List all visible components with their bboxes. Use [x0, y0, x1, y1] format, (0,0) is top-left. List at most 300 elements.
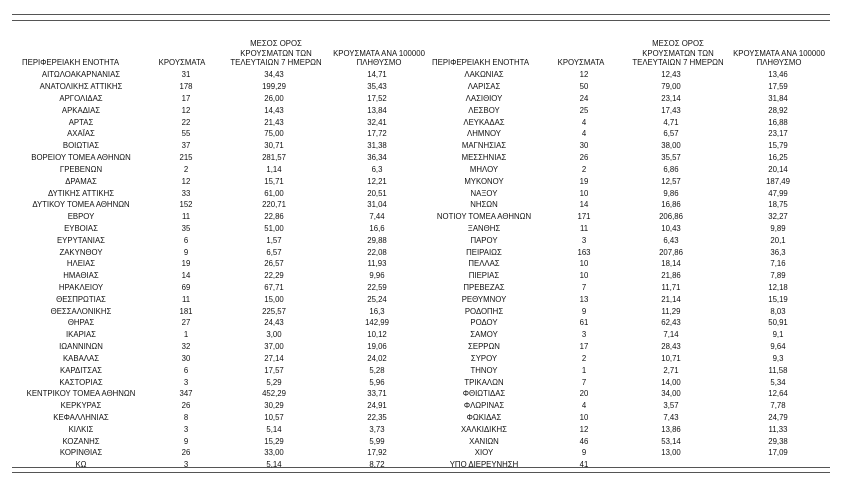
per100k-cell: 20,51: [367, 188, 387, 198]
per100k-cell: 15,19: [768, 294, 788, 304]
per100k-cell: 14,71: [367, 70, 387, 80]
cases-cell: 163: [577, 247, 591, 257]
cases-cell: 12: [181, 105, 191, 115]
table-row: [14, 199, 430, 211]
region-cell: ΑΡΚΑΔΙΑΣ: [61, 105, 101, 115]
cases-cell: 178: [179, 82, 193, 92]
table-row: [14, 293, 430, 305]
table-row: [420, 128, 834, 140]
table-row: [14, 152, 430, 164]
cases-cell: 37: [181, 141, 191, 151]
table-row: [14, 81, 430, 93]
per100k-cell: 36,34: [367, 153, 387, 163]
region-cell: ΠΑΡΟΥ: [470, 235, 498, 245]
table-row: [420, 270, 834, 282]
cases-cell: 1: [183, 330, 189, 340]
avg7-cell: 62,43: [661, 318, 681, 328]
avg7-cell: 5,29: [266, 377, 282, 387]
avg7-cell: 24,43: [264, 318, 284, 328]
table-row: [14, 423, 430, 435]
table-row: [14, 93, 430, 105]
cases-cell: 10: [579, 271, 589, 281]
table-row: [14, 246, 430, 258]
cases-cell: 9: [183, 247, 189, 257]
cases-cell: 215: [179, 153, 193, 163]
avg7-cell: 15,71: [264, 176, 284, 186]
cases-cell: 4: [581, 129, 587, 139]
table-row: [420, 412, 834, 424]
region-cell: ΜΕΣΣΗΝΙΑΣ: [461, 153, 507, 163]
region-cell: ΠΕΙΡΑΙΩΣ: [466, 247, 502, 257]
region-cell: ΚΩ: [75, 460, 87, 470]
region-cell: ΣΥΡΟΥ: [470, 353, 498, 363]
region-cell: ΕΒΡΟΥ: [67, 212, 95, 222]
cases-cell: 30: [579, 141, 589, 151]
avg7-cell: 37,00: [264, 342, 284, 352]
cases-cell: 20: [579, 389, 589, 399]
avg7-cell: 14,00: [661, 377, 681, 387]
cases-cell: 19: [579, 176, 589, 186]
region-cell: ΛΑΡΙΣΑΣ: [467, 82, 501, 92]
table-row: [14, 116, 430, 128]
table-row: [420, 376, 834, 388]
avg7-cell: 11,71: [661, 283, 681, 293]
avg7-cell: 225,57: [262, 306, 286, 316]
avg7-cell: 10,57: [264, 412, 284, 422]
cases-cell: 31: [181, 70, 191, 80]
per100k-cell: 11,33: [768, 424, 788, 434]
table-row: [14, 164, 430, 176]
table-row: [14, 211, 430, 223]
per100k-cell: 142,99: [365, 318, 389, 328]
avg7-cell: 3,00: [266, 330, 282, 340]
cases-cell: 3: [183, 424, 189, 434]
cases-cell: 12: [579, 424, 589, 434]
per100k-cell: 24,02: [367, 353, 387, 363]
cases-cell: 24: [579, 94, 589, 104]
avg7-cell: 38,00: [661, 141, 681, 151]
region-cell: ΜΗΛΟΥ: [469, 164, 499, 174]
table-row: [14, 128, 430, 140]
per100k-cell: 31,38: [367, 141, 387, 151]
table-row: [420, 246, 834, 258]
region-cell: ΗΜΑΘΙΑΣ: [63, 271, 99, 281]
cases-cell: 41: [579, 460, 589, 470]
table-row: [420, 211, 834, 223]
per100k-cell: 11,58: [768, 365, 788, 375]
per100k-cell: 12,21: [367, 176, 387, 186]
region-cell: ΘΕΣΣΑΛΟΝΙΚΗΣ: [50, 306, 112, 316]
avg7-cell: 281,57: [262, 153, 286, 163]
table-row: [420, 258, 834, 270]
table-row: [14, 412, 430, 424]
per100k-cell: 47,99: [768, 188, 788, 198]
per100k-cell: 17,92: [367, 448, 387, 458]
per100k-cell: 15,79: [768, 141, 788, 151]
avg7-cell: 2,71: [663, 365, 679, 375]
region-cell: ΛΕΥΚΑΔΑΣ: [463, 117, 505, 127]
per100k-cell: 16,25: [768, 153, 788, 163]
region-cell: ΑΡΓΟΛΙΔΑΣ: [59, 94, 103, 104]
region-cell: ΑΙΤΩΛΟΑΚΑΡΝΑΝΙΑΣ: [41, 70, 121, 80]
region-cell: ΚΙΛΚΙΣ: [68, 424, 94, 434]
per100k-cell: 17,72: [367, 129, 387, 139]
cases-cell: 50: [579, 82, 589, 92]
table-row: [420, 116, 834, 128]
per100k-cell: 5,96: [369, 377, 385, 387]
left-table-body: [14, 69, 430, 471]
region-cell: ΕΥΡΥΤΑΝΙΑΣ: [56, 235, 105, 245]
per100k-cell: 9,96: [369, 271, 385, 281]
left-header-region: ΠΕΡΙΦΕΡΕΙΑΚΗ ΕΝΟΤΗΤΑ: [22, 58, 120, 68]
avg7-cell: 21,43: [264, 117, 284, 127]
region-cell: ΣΑΜΟΥ: [470, 330, 498, 340]
region-cell: ΒΟΡΕΙΟΥ ΤΟΜΕΑ ΑΘΗΝΩΝ: [31, 153, 131, 163]
avg7-cell: 5,14: [266, 460, 282, 470]
cases-cell: 33: [181, 188, 191, 198]
per100k-cell: 10,12: [367, 330, 387, 340]
cases-cell: 14: [579, 200, 589, 210]
region-cell: ΖΑΚΥΝΘΟΥ: [59, 247, 103, 257]
table-row: [14, 400, 430, 412]
table-row: [14, 305, 430, 317]
region-cell: ΧΑΝΙΩΝ: [469, 436, 499, 446]
cases-cell: 61: [579, 318, 589, 328]
per100k-cell: 32,27: [768, 212, 788, 222]
per100k-cell: 35,43: [367, 82, 387, 92]
avg7-cell: 11,29: [661, 306, 681, 316]
region-cell: ΡΟΔΟΥ: [470, 318, 498, 328]
per100k-cell: 17,52: [367, 94, 387, 104]
per100k-cell: 24,79: [768, 412, 788, 422]
region-cell: ΚΕΡΚΥΡΑΣ: [60, 401, 102, 411]
avg7-cell: 3,57: [663, 401, 679, 411]
region-cell: ΚΕΦΑΛΛΗΝΙΑΣ: [53, 412, 109, 422]
table-row: [14, 223, 430, 235]
table-row: [14, 459, 430, 471]
region-cell: ΤΡΙΚΑΛΩΝ: [464, 377, 504, 387]
avg7-cell: 6,57: [663, 129, 679, 139]
region-cell: ΧΑΛΚΙΔΙΚΗΣ: [460, 424, 507, 434]
region-cell: ΕΥΒΟΙΑΣ: [64, 223, 98, 233]
per100k-cell: 5,99: [369, 436, 385, 446]
cases-cell: 14: [181, 271, 191, 281]
region-cell: ΙΚΑΡΙΑΣ: [66, 330, 96, 340]
table-row: [420, 329, 834, 341]
cases-cell: 46: [579, 436, 589, 446]
cases-cell: 3: [183, 377, 189, 387]
table-row: [14, 104, 430, 116]
region-cell: ΚΟΡΙΝΘΙΑΣ: [59, 448, 103, 458]
region-cell: ΡΕΘΥΜΝΟΥ: [461, 294, 507, 304]
avg7-cell: 75,00: [264, 129, 284, 139]
cases-cell: 12: [579, 70, 589, 80]
per100k-cell: 12,18: [768, 283, 788, 293]
region-cell: ΛΗΜΝΟΥ: [467, 129, 501, 139]
avg7-cell: 53,14: [661, 436, 681, 446]
region-cell: ΠΕΛΛΑΣ: [468, 259, 500, 269]
per100k-cell: 7,16: [770, 259, 786, 269]
region-cell: ΒΟΙΩΤΙΑΣ: [62, 141, 100, 151]
cases-cell: 11: [181, 294, 191, 304]
per100k-cell: 9,89: [770, 223, 786, 233]
table-row: [14, 317, 430, 329]
cases-cell: 26: [181, 448, 191, 458]
region-cell: ΚΟΖΑΝΗΣ: [62, 436, 100, 446]
region-cell: ΛΑΚΩΝΙΑΣ: [464, 70, 504, 80]
region-cell: ΠΙΕΡΙΑΣ: [468, 271, 500, 281]
right-header-per100k: ΚΡΟΥΣΜΑΤΑ ΑΝΑ 100000 ΠΛΗΘΥΣΜΟ: [733, 48, 825, 68]
per100k-cell: 50,91: [768, 318, 788, 328]
table-row: [420, 164, 834, 176]
cases-cell: 32: [181, 342, 191, 352]
table-row: [420, 69, 834, 81]
table-row: [14, 282, 430, 294]
region-cell: ΜΥΚΟΝΟΥ: [464, 176, 504, 186]
cases-cell: 3: [581, 330, 587, 340]
cases-cell: 11: [579, 223, 589, 233]
avg7-cell: 10,43: [661, 223, 681, 233]
left-header-avg7: ΜΕΣΟΣ ΟΡΟΣ ΚΡΟΥΣΜΑΤΩΝ ΤΩΝ ΤΕΛΕΥΤΑΙΩΝ 7 ΗΜΕΡΩΝ: [230, 39, 322, 68]
table-row: [420, 364, 834, 376]
per100k-cell: 28,92: [768, 105, 788, 115]
avg7-cell: 21,14: [661, 294, 681, 304]
per100k-cell: 20,14: [768, 164, 788, 174]
per100k-cell: 11,93: [367, 259, 387, 269]
cases-cell: 13: [579, 294, 589, 304]
table-row: [14, 258, 430, 270]
avg7-cell: 10,71: [661, 353, 681, 363]
region-cell: ΦΛΩΡΙΝΑΣ: [463, 401, 505, 411]
avg7-cell: 452,29: [262, 389, 286, 399]
per100k-cell: 7,89: [770, 271, 786, 281]
per100k-cell: 5,28: [369, 365, 385, 375]
cases-cell: 26: [181, 401, 191, 411]
table-row: [14, 140, 430, 152]
cases-cell: 25: [579, 105, 589, 115]
region-cell: ΚΑΡΔΙΤΣΑΣ: [60, 365, 102, 375]
cases-cell: 347: [179, 389, 193, 399]
per100k-cell: 12,64: [768, 389, 788, 399]
per100k-cell: 7,78: [770, 401, 786, 411]
right-header-cases: ΚΡΟΥΣΜΑΤΑ: [557, 58, 605, 68]
cases-cell: 4: [581, 401, 587, 411]
per100k-cell: 32,41: [367, 117, 387, 127]
per100k-cell: 22,08: [367, 247, 387, 257]
per100k-cell: 9,1: [772, 330, 784, 340]
cases-cell: 35: [181, 223, 191, 233]
right-table-body: [420, 69, 834, 471]
cases-cell: 2: [183, 164, 189, 174]
cases-cell: 8: [183, 412, 189, 422]
avg7-cell: 17,57: [264, 365, 284, 375]
left-header-cases: ΚΡΟΥΣΜΑΤΑ: [158, 58, 206, 68]
per100k-cell: 16,3: [369, 306, 385, 316]
per100k-cell: 7,44: [369, 212, 385, 222]
avg7-cell: 26,57: [264, 259, 284, 269]
table-row: [420, 282, 834, 294]
table-row: [420, 400, 834, 412]
region-cell: ΚΑΒΑΛΑΣ: [62, 353, 100, 363]
cases-cell: 7: [581, 377, 587, 387]
region-cell: ΑΡΤΑΣ: [68, 117, 94, 127]
table-row: [14, 234, 430, 246]
cases-cell: 171: [577, 212, 591, 222]
bottom-double-rule: [12, 472, 830, 473]
table-row: [14, 376, 430, 388]
region-cell: ΦΩΚΙΔΑΣ: [466, 412, 502, 422]
per100k-cell: 5,34: [770, 377, 786, 387]
avg7-cell: 5,14: [266, 424, 282, 434]
region-cell: ΦΘΙΩΤΙΔΑΣ: [462, 389, 506, 399]
cases-cell: 12: [181, 176, 191, 186]
avg7-cell: 15,29: [264, 436, 284, 446]
cases-cell: 181: [179, 306, 193, 316]
region-cell: ΚΑΣΤΟΡΙΑΣ: [59, 377, 103, 387]
cases-cell: 10: [579, 259, 589, 269]
avg7-cell: 28,43: [661, 342, 681, 352]
table-row: [420, 152, 834, 164]
avg7-cell: 13,00: [661, 448, 681, 458]
per100k-cell: 36,3: [770, 247, 786, 257]
avg7-cell: 1,14: [266, 164, 282, 174]
table-row: [14, 69, 430, 81]
region-cell: ΔΥΤΙΚΗΣ ΑΤΤΙΚΗΣ: [47, 188, 115, 198]
avg7-cell: 13,86: [661, 424, 681, 434]
cases-cell: 4: [581, 117, 587, 127]
avg7-cell: 7,14: [663, 330, 679, 340]
cases-cell: 6: [183, 365, 189, 375]
avg7-cell: 23,14: [661, 94, 681, 104]
table-row: [420, 140, 834, 152]
per100k-cell: 187,49: [766, 176, 790, 186]
table-row: [420, 388, 834, 400]
avg7-cell: 34,43: [264, 70, 284, 80]
region-cell: ΑΧΑΪΑΣ: [67, 129, 95, 139]
avg7-cell: 207,86: [659, 247, 683, 257]
cases-cell: 3: [581, 235, 587, 245]
avg7-cell: 9,86: [663, 188, 679, 198]
table-row: [14, 447, 430, 459]
table-row: [420, 305, 834, 317]
per100k-cell: 29,88: [367, 235, 387, 245]
right-header-region: ΠΕΡΙΦΕΡΕΙΑΚΗ ΕΝΟΤΗΤΑ: [432, 58, 530, 68]
table-row: [14, 388, 430, 400]
cases-cell: 6: [183, 235, 189, 245]
table-row: [14, 341, 430, 353]
avg7-cell: 79,00: [661, 82, 681, 92]
cases-cell: 152: [179, 200, 193, 210]
cases-cell: 22: [181, 117, 191, 127]
avg7-cell: 206,86: [659, 212, 683, 222]
table-row: [14, 329, 430, 341]
avg7-cell: 26,00: [264, 94, 284, 104]
per100k-cell: 31,84: [768, 94, 788, 104]
table-row: [420, 223, 834, 235]
left-header-per100k: ΚΡΟΥΣΜΑΤΑ ΑΝΑ 100000 ΠΛΗΘΥΣΜΟ: [333, 48, 425, 68]
cases-cell: 10: [579, 412, 589, 422]
per100k-cell: 22,59: [367, 283, 387, 293]
avg7-cell: 7,43: [663, 412, 679, 422]
avg7-cell: 21,86: [661, 271, 681, 281]
avg7-cell: 6,86: [663, 164, 679, 174]
avg7-cell: 6,43: [663, 235, 679, 245]
per100k-cell: 13,84: [367, 105, 387, 115]
region-cell: ΠΡΕΒΕΖΑΣ: [463, 283, 505, 293]
region-cell: ΞΑΝΘΗΣ: [467, 223, 501, 233]
cases-cell: 9: [183, 436, 189, 446]
table-row: [420, 104, 834, 116]
avg7-cell: 67,71: [264, 283, 284, 293]
avg7-cell: 30,71: [264, 141, 284, 151]
cases-cell: 9: [581, 448, 587, 458]
cases-cell: 27: [181, 318, 191, 328]
table-row: [420, 187, 834, 199]
cases-cell: 26: [579, 153, 589, 163]
table-row: [420, 175, 834, 187]
table-row: [420, 435, 834, 447]
avg7-cell: 30,29: [264, 401, 284, 411]
region-cell: ΥΠΟ ΔΙΕΡΕΥΝΗΣΗ: [449, 460, 519, 470]
region-cell: ΤΗΝΟΥ: [470, 365, 498, 375]
avg7-cell: 15,00: [264, 294, 284, 304]
per100k-cell: 22,35: [367, 412, 387, 422]
cases-cell: 17: [579, 342, 589, 352]
region-cell: ΣΕΡΡΩΝ: [468, 342, 500, 352]
region-cell: ΗΛΕΙΑΣ: [66, 259, 96, 269]
per100k-cell: 20,1: [770, 235, 786, 245]
avg7-cell: 35,57: [661, 153, 681, 163]
avg7-cell: 4,71: [663, 117, 679, 127]
per100k-cell: 19,06: [367, 342, 387, 352]
region-cell: ΓΡΕΒΕΝΩΝ: [59, 164, 103, 174]
avg7-cell: 220,71: [262, 200, 286, 210]
cases-cell: 19: [181, 259, 191, 269]
table-row: [14, 435, 430, 447]
table-row: [420, 353, 834, 365]
avg7-cell: 18,14: [661, 259, 681, 269]
per100k-cell: 9,3: [772, 353, 784, 363]
per100k-cell: 6,3: [371, 164, 383, 174]
avg7-cell: 22,29: [264, 271, 284, 281]
cases-cell: 11: [181, 212, 191, 222]
avg7-cell: 12,43: [661, 70, 681, 80]
table-row: [420, 199, 834, 211]
cases-cell: 1: [581, 365, 587, 375]
region-cell: ΡΟΔΟΠΗΣ: [464, 306, 504, 316]
avg7-cell: 17,43: [661, 105, 681, 115]
region-cell: ΧΙΟΥ: [474, 448, 494, 458]
cases-cell: 17: [181, 94, 191, 104]
cases-cell: 10: [579, 188, 589, 198]
per100k-cell: 13,46: [768, 70, 788, 80]
table-row: [420, 447, 834, 459]
region-cell: ΝΑΞΟΥ: [470, 188, 498, 198]
right-header-avg7: ΜΕΣΟΣ ΟΡΟΣ ΚΡΟΥΣΜΑΤΩΝ ΤΩΝ ΤΕΛΕΥΤΑΙΩΝ 7 ΗΜΕΡΩΝ: [632, 39, 724, 68]
per100k-cell: 17,09: [768, 448, 788, 458]
region-cell: ΙΩΑΝΝΙΝΩΝ: [59, 342, 103, 352]
per100k-cell: 8,72: [369, 460, 385, 470]
per100k-cell: 9,64: [770, 342, 786, 352]
per100k-cell: 17,59: [768, 82, 788, 92]
table-row: [14, 270, 430, 282]
avg7-cell: 6,57: [266, 247, 282, 257]
cases-cell: 9: [581, 306, 587, 316]
avg7-cell: 22,86: [264, 212, 284, 222]
per100k-cell: 29,38: [768, 436, 788, 446]
per100k-cell: 16,88: [768, 117, 788, 127]
region-cell: ΛΑΣΙΘΙΟΥ: [465, 94, 503, 104]
